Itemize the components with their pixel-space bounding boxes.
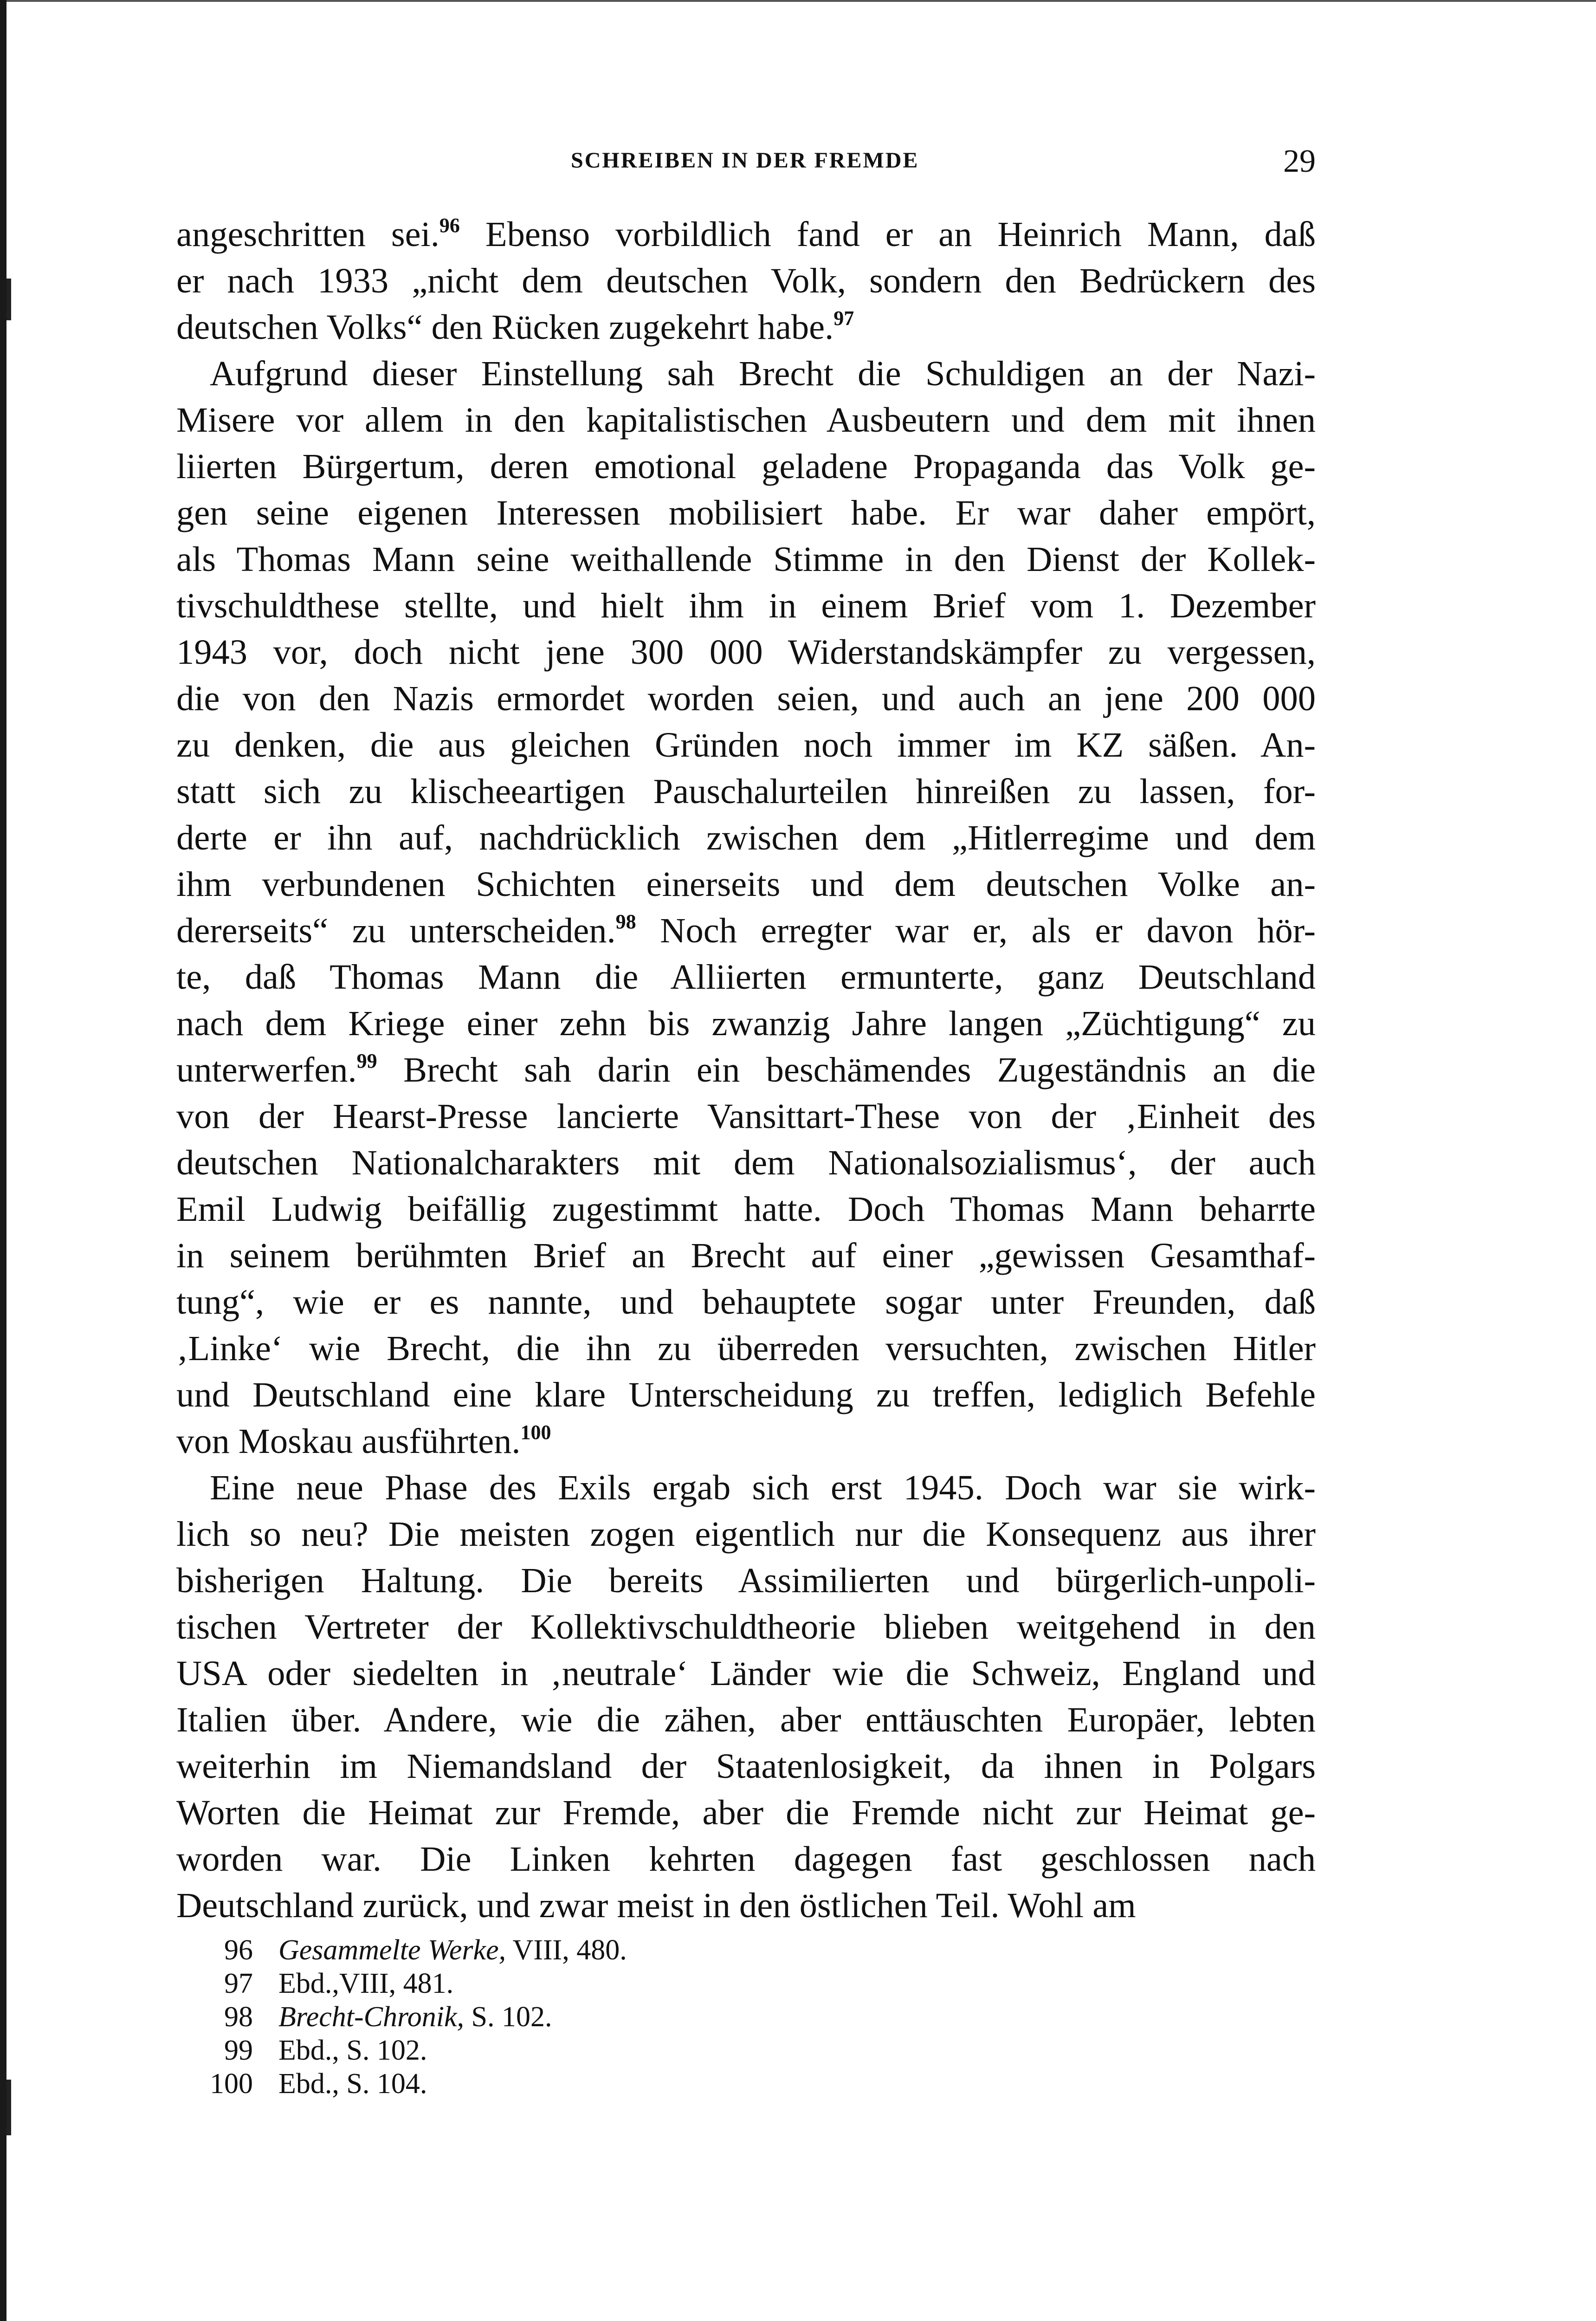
text-line bbox=[176, 1372, 1316, 1418]
footnote-text bbox=[278, 1968, 453, 1999]
line-text: Misere vor allem in den kapitalistischen Ausbeutern und dem mit ihnen bbox=[176, 400, 1316, 440]
line-text: tivschuldthese stellte, und hielt ihm in einem Brief vom 1. Dezember bbox=[176, 586, 1316, 625]
line-text: er nach 1933 „nicht dem deutschen Volk, sondern den Bedrückern des bbox=[176, 261, 1316, 300]
text-line bbox=[176, 1093, 1316, 1140]
line-text: Aufgrund dieser Einstellung sah Brecht die Schuldigen an der Nazi- bbox=[210, 354, 1316, 393]
line-text-after-marker: Ebenso vorbildlich fand er an Heinrich Mann, daß bbox=[459, 214, 1316, 254]
text-line bbox=[176, 768, 1316, 815]
scan-edge-left bbox=[0, 0, 6, 2321]
paragraph bbox=[176, 211, 1316, 350]
text-line bbox=[176, 443, 1316, 490]
line-text: 1943 vor, doch nicht jene 300 000 Widerstandskämpfer zu vergessen, bbox=[176, 632, 1316, 672]
line-text: derte er ihn auf, nachdrücklich zwischen dem „Hitlerregime und dem bbox=[176, 818, 1316, 857]
footnote-number: 98 bbox=[224, 2001, 253, 2033]
text-line bbox=[176, 815, 1316, 861]
text-line bbox=[176, 397, 1316, 443]
text-line bbox=[176, 954, 1316, 1000]
footnote-reference: VIII, 480. bbox=[506, 1934, 627, 1966]
line-text: statt sich zu klischeeartigen Pauschalurteilen hinreißen zu lassen, for- bbox=[176, 772, 1316, 811]
text-line bbox=[176, 861, 1316, 908]
text-line bbox=[176, 350, 1316, 397]
text-line bbox=[176, 1279, 1316, 1325]
line-text: te, daß Thomas Mann die Alliierten ermunterte, ganz Deutschland bbox=[176, 957, 1316, 997]
text-line bbox=[176, 1743, 1316, 1789]
text-line bbox=[176, 1511, 1316, 1557]
text-line bbox=[176, 1047, 1316, 1093]
footnotes bbox=[183, 1933, 1111, 2101]
footnote bbox=[183, 2067, 1111, 2101]
line-text: Emil Ludwig beifällig zugestimmt hatte. Doch Thomas Mann beharrte bbox=[176, 1189, 1316, 1229]
footnote-title: Gesammelte Werke, bbox=[278, 1934, 506, 1966]
text-line bbox=[176, 675, 1316, 722]
line-text: tischen Vertreter der Kollektivschuldtheorie blieben weitgehend in den bbox=[176, 1607, 1316, 1647]
line-text: Italien über. Andere, wie die zähen, aber enttäuschten Europäer, lebten bbox=[176, 1700, 1316, 1739]
line-text-after-marker: Brecht sah darin ein beschämendes Zugeständnis an die bbox=[377, 1050, 1316, 1089]
line-text: liierten Bürgertum, deren emotional geladene Propaganda das Volk ge- bbox=[176, 447, 1316, 486]
line-text: dererseits“ zu unterscheiden. bbox=[176, 911, 616, 950]
scan-edge-top bbox=[0, 0, 1596, 2]
line-text: Eine neue Phase des Exils ergab sich erst 1945. Doch war sie wirk- bbox=[210, 1468, 1316, 1507]
text-line bbox=[176, 1789, 1316, 1836]
line-text: als Thomas Mann seine weithallende Stimme in den Dienst der Kollek- bbox=[176, 539, 1316, 579]
paragraph bbox=[176, 350, 1316, 1465]
text-line bbox=[176, 1882, 1316, 1929]
line-text: worden war. Die Linken kehrten dagegen fast geschlossen nach bbox=[176, 1839, 1316, 1879]
text-line bbox=[176, 1325, 1316, 1372]
page-header bbox=[176, 143, 1316, 185]
footnote-reference: Ebd., S. 104. bbox=[278, 2068, 427, 2100]
text-line bbox=[176, 211, 1316, 258]
line-text: unterwerfen. bbox=[176, 1050, 357, 1089]
text-line bbox=[176, 1650, 1316, 1697]
footnote-number: 96 bbox=[224, 1934, 253, 1966]
text-line bbox=[176, 1557, 1316, 1604]
footnote-marker: 97 bbox=[834, 307, 854, 330]
footnote-text bbox=[278, 2068, 427, 2100]
line-text: USA oder siedelten in ‚neutrale‘ Länder wie die Schweiz, England und bbox=[176, 1653, 1316, 1693]
line-text: deutschen Volks“ den Rücken zugekehrt habe. bbox=[176, 307, 834, 347]
footnote-text bbox=[278, 2035, 427, 2066]
footnote-marker: 99 bbox=[356, 1050, 377, 1072]
footnote-title: Brecht-Chronik, bbox=[278, 2001, 465, 2033]
line-text: Worten die Heimat zur Fremde, aber die Fremde nicht zur Heimat ge- bbox=[176, 1793, 1316, 1832]
body-text bbox=[176, 211, 1316, 1929]
running-title: SCHREIBEN IN DER FREMDE bbox=[571, 148, 919, 173]
footnote bbox=[183, 1933, 1111, 1967]
line-text: ‚Linke‘ wie Brecht, die ihn zu überreden versuchten, zwischen Hitler bbox=[176, 1329, 1316, 1368]
text-line bbox=[176, 908, 1316, 954]
text-line bbox=[176, 304, 1316, 350]
line-text: Deutschland zurück, und zwar meist in den östlichen Teil. Wohl am bbox=[176, 1886, 1136, 1925]
line-text-after-marker: Noch erregter war er, als er davon hör- bbox=[636, 911, 1316, 950]
page-number: 29 bbox=[1283, 143, 1316, 179]
scan-speck bbox=[6, 279, 11, 320]
footnote-number: 99 bbox=[224, 2035, 253, 2066]
line-text: weiterhin im Niemandsland der Staatenlosigkeit, da ihnen in Polgars bbox=[176, 1746, 1316, 1786]
text-line bbox=[176, 722, 1316, 768]
footnote-reference: S. 102. bbox=[464, 2001, 552, 2033]
line-text: von Moskau ausführten. bbox=[176, 1421, 521, 1461]
text-line bbox=[176, 1000, 1316, 1047]
footnote-text bbox=[278, 2001, 552, 2033]
footnote-marker: 100 bbox=[520, 1421, 551, 1444]
line-text: tung“, wie er es nannte, und behauptete sogar unter Freunden, daß bbox=[176, 1282, 1316, 1322]
text-line bbox=[176, 629, 1316, 675]
footnote bbox=[183, 1967, 1111, 2000]
line-text: gen seine eigenen Interessen mobilisiert habe. Er war daher empört, bbox=[176, 493, 1316, 532]
footnote-number: 97 bbox=[224, 1968, 253, 1999]
text-line bbox=[176, 258, 1316, 304]
line-text: lich so neu? Die meisten zogen eigentlich nur die Konsequenz aus ihrer bbox=[176, 1514, 1316, 1554]
text-line bbox=[176, 536, 1316, 583]
footnote bbox=[183, 2000, 1111, 2034]
line-text: angeschritten sei. bbox=[176, 214, 439, 254]
line-text: ihm verbundenen Schichten einerseits und dem deutschen Volke an- bbox=[176, 864, 1316, 904]
text-line bbox=[176, 1140, 1316, 1186]
text-line bbox=[176, 1232, 1316, 1279]
text-line bbox=[176, 1697, 1316, 1743]
text-line bbox=[176, 583, 1316, 629]
footnote-text bbox=[278, 1934, 627, 1966]
paragraph bbox=[176, 1465, 1316, 1929]
footnote bbox=[183, 2034, 1111, 2067]
line-text: in seinem berühmten Brief an Brecht auf einer „gewissen Gesamthaf- bbox=[176, 1236, 1316, 1275]
text-line bbox=[176, 490, 1316, 536]
line-text: und Deutschland eine klare Unterscheidung zu treffen, lediglich Befehle bbox=[176, 1375, 1316, 1414]
text-line bbox=[176, 1186, 1316, 1232]
footnote-marker: 98 bbox=[615, 910, 636, 933]
scan-speck bbox=[6, 2080, 11, 2135]
line-text: zu denken, die aus gleichen Gründen noch immer im KZ säßen. An- bbox=[176, 725, 1316, 765]
text-line bbox=[176, 1465, 1316, 1511]
text-line bbox=[176, 1836, 1316, 1882]
footnote-marker: 96 bbox=[439, 214, 460, 237]
line-text: die von den Nazis ermordet worden seien, und auch an jene 200 000 bbox=[176, 679, 1316, 718]
text-line bbox=[176, 1604, 1316, 1650]
footnote-reference: Ebd.,VIII, 481. bbox=[278, 1968, 454, 1999]
footnote-number: 100 bbox=[210, 2068, 253, 2100]
line-text: bisherigen Haltung. Die bereits Assimilierten und bürgerlich-unpoli- bbox=[176, 1561, 1316, 1600]
text-line bbox=[176, 1418, 1316, 1465]
line-text: nach dem Kriege einer zehn bis zwanzig Jahre langen „Züchtigung“ zu bbox=[176, 1004, 1316, 1043]
footnote-reference: Ebd., S. 102. bbox=[278, 2035, 427, 2066]
line-text: von der Hearst-Presse lancierte Vansittart-These von der ‚Einheit des bbox=[176, 1096, 1316, 1136]
line-text: deutschen Nationalcharakters mit dem Nationalsozialismus‘, der auch bbox=[176, 1143, 1316, 1182]
